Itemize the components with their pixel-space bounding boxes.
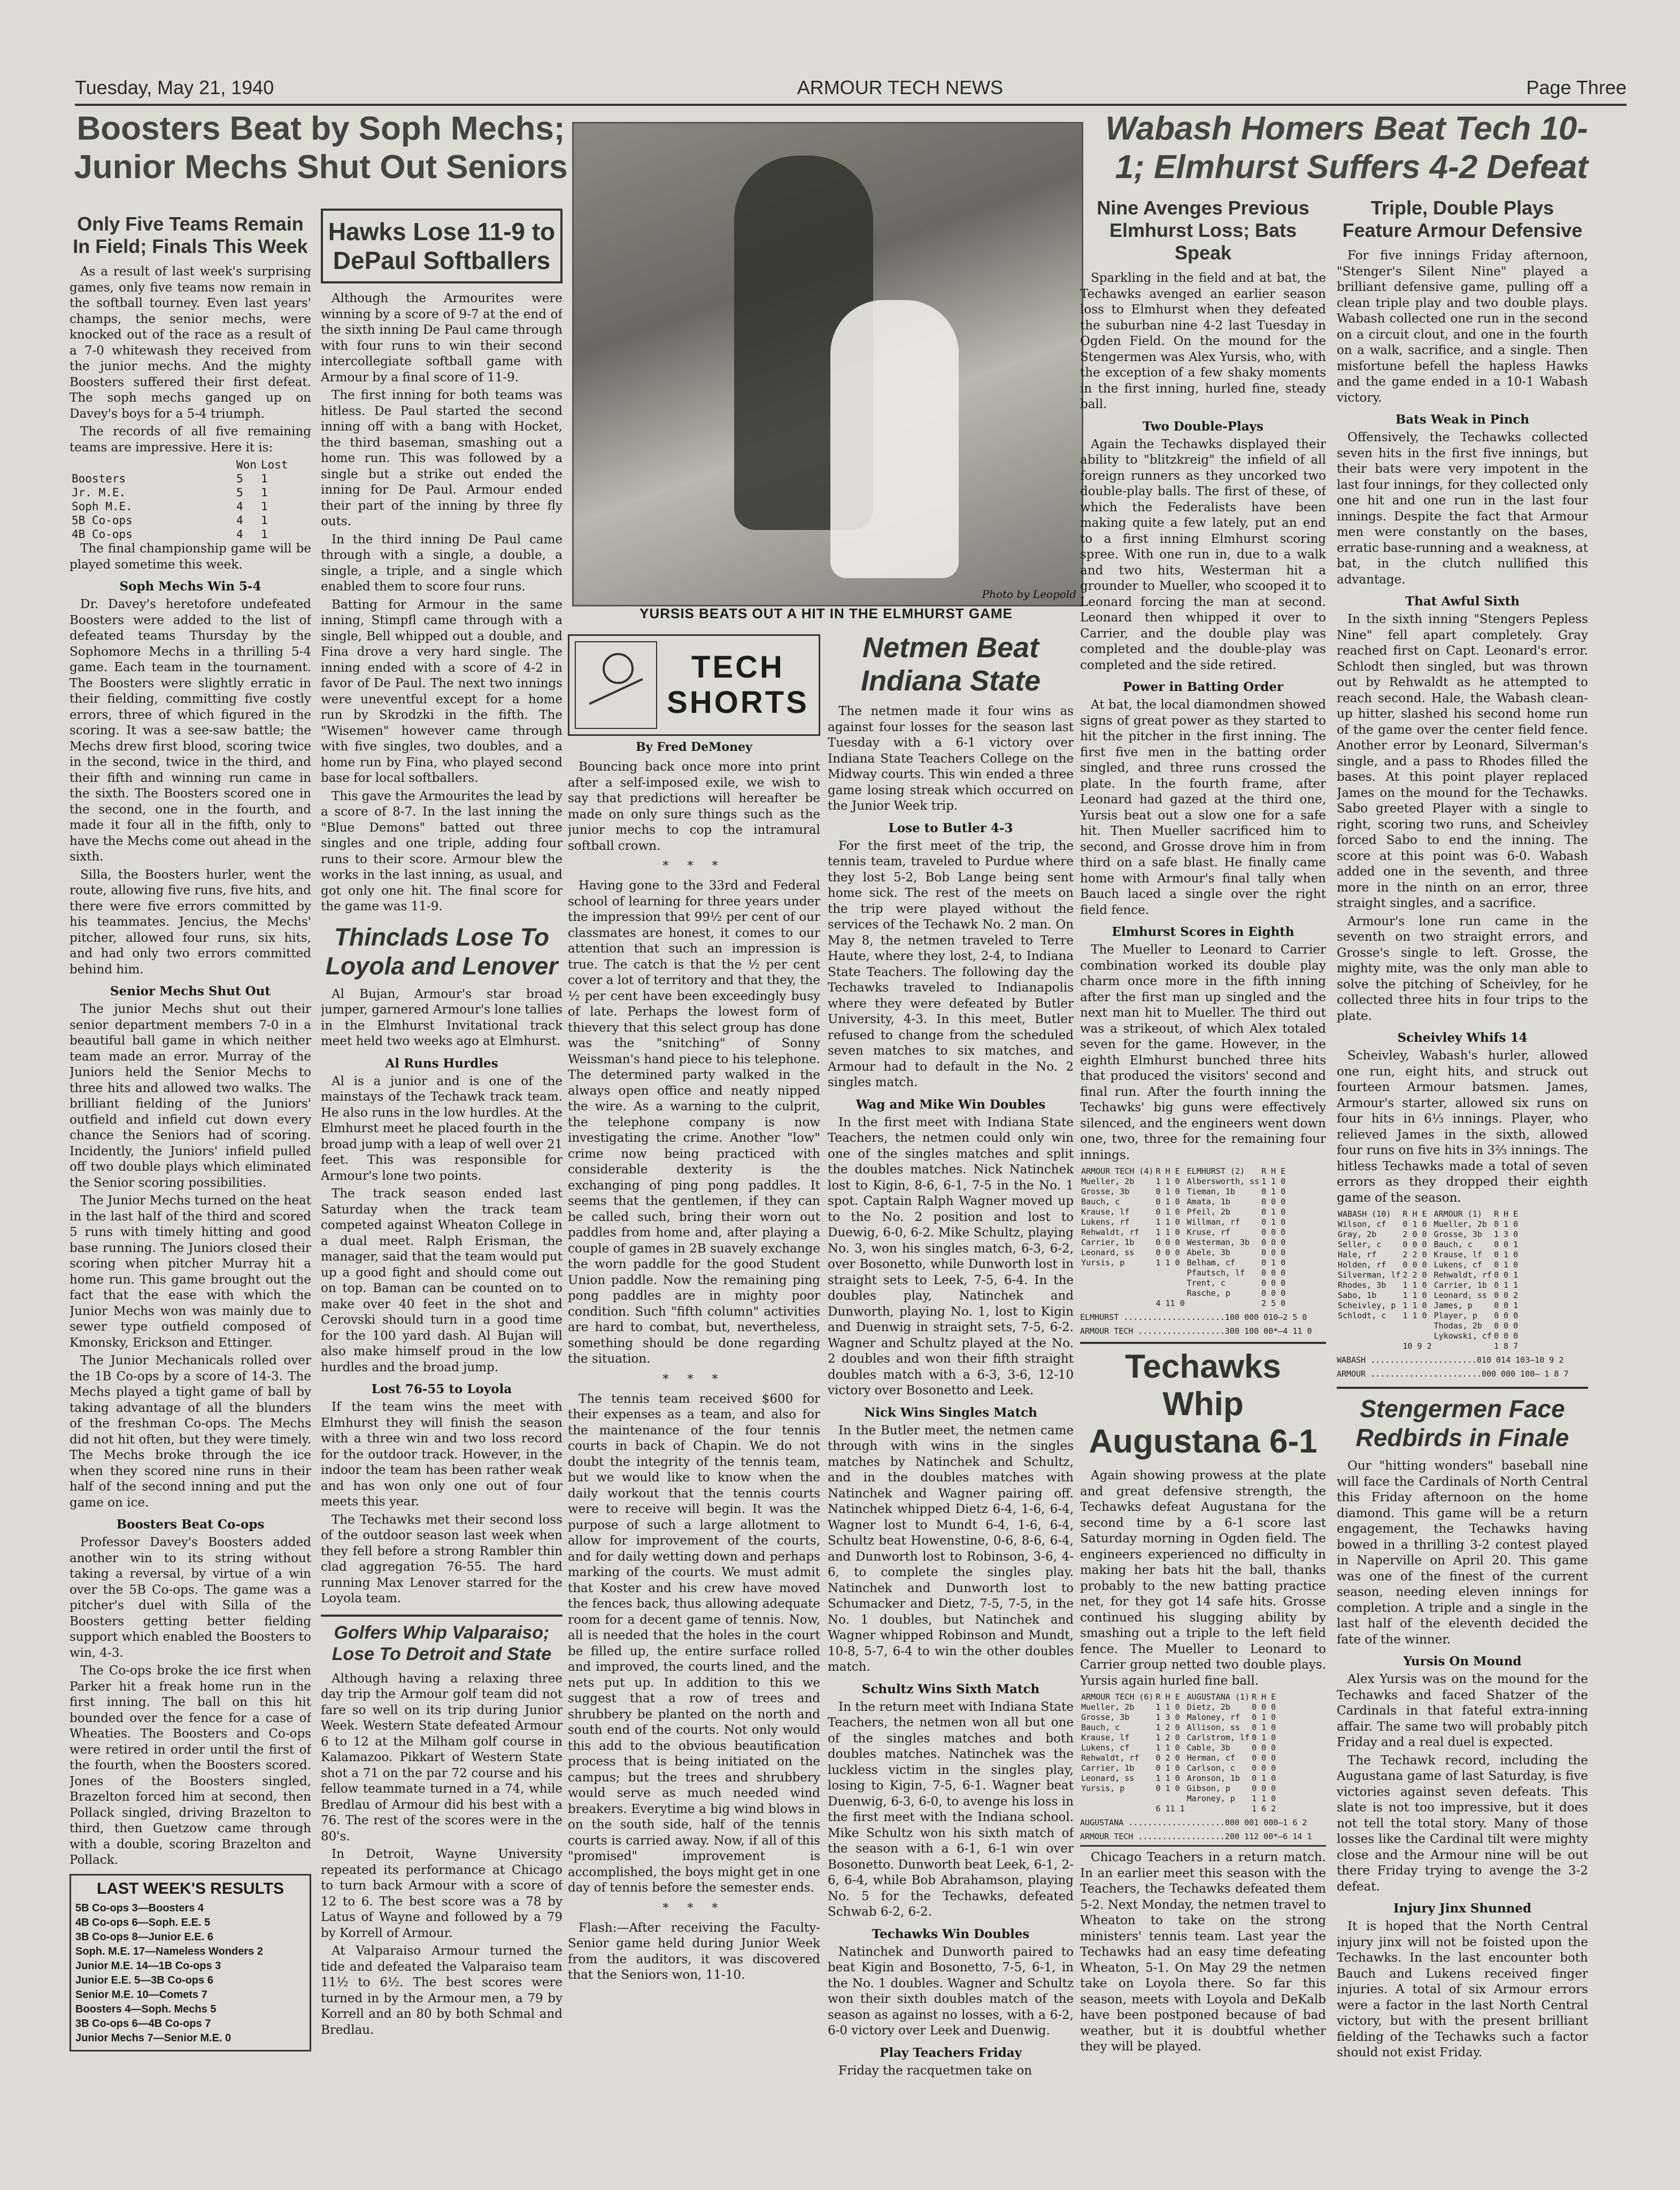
table-row: Mueller, 2b 1 1 0 Albersworth, ss 1 1 0 (1081, 1177, 1286, 1186)
paragraph: Professor Davey's Boosters added another win to its string without taking a reversal, by virtue of a win over the 5B Co-ops. The game was a pitcher's duel with Silla of the Boosters getting better fielding support which enabled the Boosters to win, 4-3. (70, 1535, 311, 1660)
paragraph: The Mueller to Leonard to Carrier combination worked its double play charm once more in the fifth inning after the first man up singled and the next man hit to Mueller. The third out was a strikeout, of which Alex totaled seven for the game. However, in the eighth Elmhurst bunched three hits that produced the visitors' second and final run. After the fourth inning the Techawks' big guns were effectively silenced, and the engineers went down one, two, three for the remaining four innings. (1080, 943, 1326, 1162)
separator: * * * (662, 1901, 726, 1915)
paragraph: The netmen made it four wins as against four losses for the season last Tuesday with a 6-1 victory over Indiana State Teachers College on the Midway courts. This win ended a three game losing streak which occurred on the Junior Week trip. (828, 704, 1074, 813)
table-row: Lykowski, cf 0 0 0 (1434, 1331, 1519, 1341)
box-score-augustana: ARMOUR TECH (6) R H E AUGUSTANA (1) R H E Mueller, 2b 1 1 0 Dietz, 2b 0 0 0 Grosse, 3b 1 3 0 Maloney, rf 0 1 0 Bauch, c 1 2 0 Allison, ss 0 1 0 Krause, lf 1 2 0 Carlstrom, lf 0 1 0 Lukens, cf 1 1 0 Cable, 3b 0 0 0 Rehwaldt, rf 0 2 0 Herman, cf 0 0 0 Carrier, 1b 0 1 0 Carlson, c 0 0 0 Leonard, ss 1 1 0 Aronson, 1b 0 1 0 Yursis, p 0 1 0 Gibson, p 0 0 0 Maroney, p 1 1 0 6 11 1 1 6 2 (1081, 1692, 1276, 1814)
paragraph: Bouncing back once more into print after a self-imposed exile, we wish to say that predictions will hereafter be made on only sure things such as the junior mechs to cop the intramural softball crown. (568, 760, 820, 853)
paragraph: As a result of last week's surprising games, only five teams now remain in the softball tourney. Even last years' champs, the senior mechs, were knocked out of the race as a result of a 7-0 whitewash they received from the junior mechs. And the mighty Boosters suffered their first defeat. The soph mechs ganged up on Davey's boys for a 5-4 triumph. (70, 265, 311, 421)
paragraph: Al is a junior and is one of the mainstays of the Techawk track team. He also runs in the low hurdles. At the Elmhurst meet he placed fourth in the broad jump with a leap of well over 21 feet. This was responsible for Armour's lone two points. (321, 1074, 562, 1183)
photo-player-light (830, 300, 959, 578)
subhead: Play Teachers Friday (880, 2045, 1022, 2060)
table-row: Bauch, c 1 2 0 Allison, ss 0 1 0 (1081, 1723, 1276, 1732)
box-score-elmhurst: ARMOUR TECH (4) R H E ELMHURST (2) R H E Mueller, 2b 1 1 0 Albersworth, ss 1 1 0 Grosse, 3b 0 1 0 Tieman, 1b 0 1 0 Bauch, c 0 1 0 Amata, 1b 0 0 0 Krause, lf 0 1 0 Pfeil, 2b 0 1 0 Lukens, rf 1 1 0 Willman, rf 0 1 0 Rehwaldt, rf 1 1 0 Kruse, rf 0 0 0 Carrier, 1b 0 0 0 Westerman, 3b 0 0 0 Leonard, ss 0 0 0 Abele, 3b 0 0 0 Yursis, p 1 1 0 Belham, cf 0 1 0 Pfautsch, lf 0 0 0 Trent, c 0 0 0 Rasche, p 0 0 0 4 11 0 2 5 0 (1081, 1166, 1286, 1308)
table-row: Rehwaldt, rf 1 1 0 Kruse, rf 0 0 0 (1081, 1227, 1286, 1237)
results-heading: LAST WEEK'S RESULTS (97, 1879, 284, 1897)
paragraph: The first inning for both teams was hitless. De Paul started the second inning off with a bang with Hocket, the third baseman, smashing out a home run. This was followed by a single but a strike out ended the inning for De Paul. Armour ended their part of the inning by three fly outs. (321, 388, 562, 528)
article-headline: Triple, Double Plays Feature Armour Defensive (1342, 197, 1583, 241)
table-row: Boosters 5 1 (72, 472, 268, 485)
subhead: Bats Weak in Pinch (1395, 412, 1530, 427)
col-header: Won (236, 458, 257, 471)
article-headline: Thinclads Lose To Loyola and Lenover (325, 923, 558, 980)
table-row: Silverman, lf 2 2 0 Rehwaldt, rf 0 0 1 (1338, 1270, 1519, 1280)
paragraph: Our "hitting wonders" baseball nine will face the Cardinals of North Central this Friday afternoon on the home diamond. This game will be a return engagement, the Techawks having bowed in a thrilling 3-2 contest played in Naperville on April 20. This game was one of the finest of the current season, needing eleven innings for completion. A triple and a single in the last half of the eleventh decided the fate of the winner. (1337, 1459, 1588, 1647)
result-line: Senior M.E. 10—Comets 7 (75, 1988, 207, 2001)
result-line: Junior E.E. 5—3B Co-ops 6 (75, 1974, 213, 1986)
paragraph: Sparkling in the field and at bat, the Techawks avenged an earlier season loss to Elmhurst when they defeated the suburban nine 4-2 last Tuesday in Ogden Field. On the mound for the Stengermen was Alex Yursis, who, with the exception of a few shaky moments in the first inning, hurled fine, steady ball. (1080, 271, 1326, 411)
subhead: Lose to Butler 4-3 (888, 820, 1013, 835)
paragraph: Batting for Armour in the same inning, Stimpfl came through with a single, Bell whipped out a double, and Fina drove a very hard single. The inning ended with a score of 4-2 in favor of De Paul. The next two innings were uneventful except for a home run by Skrodzki in the fifth. The "Wisemen" however came through with five singles, two doubles, and a home run by Fina, who played second base for local softballers. (321, 597, 562, 785)
paragraph: Chicago Teachers in a return match. In an earlier meet this season with the Teachers, the Techawks defeated them 5-2. Next Monday, the netmen travel to Wheaton to take on the strong ministers' tennis team. Last year the Techawks had an easy time defeating Wheaton, 5-1. On May 29 the netmen take on Loyola there. So far this season, meets with Loyola and DeKalb have been postponed because of bad weather, but it is doubtful whether they will be played. (1080, 1845, 1326, 2055)
article-headline: Netmen Beat Indiana State (860, 632, 1041, 697)
article-headline: Techawks Whip Augustana 6-1 (1080, 1342, 1326, 1461)
paragraph: Natinchek and Dunworth paired to beat Kigin and Bosonetto, 7-5, 6-1, in the No. 1 doubles. Wagner and Schultz won their sixth doubles match of the season as against no losses, with a 6-2, 6-0 victory over Leek and Duenwig. (828, 1945, 1074, 2038)
table-row: 4 11 0 2 5 0 (1155, 1298, 1286, 1308)
column-2 (321, 209, 562, 2158)
separator: * * * (662, 1372, 726, 1386)
table-row: Yursis, p 1 1 0 Belham, cf 0 1 0 (1081, 1258, 1286, 1267)
result-line: 4B Co-ops 6—Soph. E.E. 5 (75, 1916, 211, 1928)
table-row: Krause, lf 0 1 0 Pfeil, 2b 0 1 0 (1081, 1207, 1286, 1217)
paragraph: At bat, the local diamondmen showed signs of great power as they started to hit the pitcher in the first inning. The first five men in the batting order singled, and three runs crossed the plate. In the fourth frame, after Leonard had gazed at the third one, Yursis beat out a slow one for a safe hit. Then Mueller sacrificed him to second, and Grosse drove him in from third on a safe blast. He finally came home with Armour's final tally when Bauch laced a single over the right field fence. (1080, 698, 1326, 917)
paragraph: In Detroit, Wayne University repeated its performance at Chicago to turn back Armour with a score of 12 to 6. The best score was a 78 by Latus of Wayne and followed by a 79 by Korrell of Armour. (321, 1847, 562, 1940)
paragraph: Flash:—After receiving the Faculty-Senior game held during Junior Week from the auditors, it was discovered that the Seniors won, 11-10. (568, 1920, 820, 1982)
line-score: ARMOUR TECH ..................200 112 00*—6 14 1 (1080, 1832, 1312, 1841)
paragraph: In the return meet with Indiana State Teachers, the netmen won all but one of the singles matches and both doubles matches. Natinchek was the luckless victim in the singles play, losing to Kigin, 7-5, 6-1. Wagner beat Duenwig, 6-3, 6-0, to avenge his loss in the first meet with the Indiana school. Mike Schultz won his sixth match of the season with a 6-1, 6-1 win over Bosonetto. Dunworth beat Leek, 6-1, 2-6, 6-4, while Bob Abrahamson, playing No. 5 for the Techawks, defeated Schwab 6-2, 6-2. (828, 1700, 1074, 1919)
subhead: Two Double-Plays (1143, 419, 1263, 434)
subhead: Elmhurst Scores in Eighth (1112, 925, 1294, 939)
table-row: 4B Co-ops 4 1 (72, 528, 268, 541)
subhead: Power in Batting Order (1122, 680, 1284, 694)
photo-credit: Photo by Leopold (982, 588, 1076, 601)
table-row: Leonard, ss 1 1 0 Aronson, 1b 0 1 0 (1081, 1773, 1276, 1783)
line-score: AUGUSTANA ....................000 001 000—1 6 2 (1080, 1818, 1307, 1827)
paragraph: Silla, the Boosters hurler, went the route, allowing five runs, five hits, and there were five errors committed by his teammates. Jencius, the Mechs' pitcher, allowed four runs, six hits, and had only two errors committed behind him. (70, 867, 311, 977)
subhead: Senior Mechs Shut Out (110, 984, 271, 998)
table-row: Krause, lf 1 2 0 Carlstrom, lf 0 1 0 (1081, 1733, 1276, 1742)
subhead: Nick Wins Singles Match (864, 1405, 1037, 1420)
table-row: Maroney, p 1 1 0 (1186, 1794, 1276, 1803)
table-row: Soph M.E. 4 1 (72, 500, 268, 513)
subhead: Lost 76-55 to Loyola (371, 1382, 512, 1396)
table-row: Schlodt, c 1 1 0 Player, p 0 0 0 (1338, 1311, 1519, 1320)
table-row: Rhodes, 3b 1 1 0 Carrier, 1b 0 1 1 (1338, 1280, 1519, 1290)
table-row: Lukens, cf 1 1 0 Cable, 3b 0 0 0 (1081, 1743, 1276, 1753)
paragraph: The track season ended last Saturday when the track team competed against Wheaton College in a dual meet. Ralph Erisman, the manager, said that the team would put up a good fight and should come out on top. Baman can be counted on to make over 40 feet in the shot and Cerovski should turn in a good time for the 100 yard dash. Al Bujan will also make himself proud in the low hurdles and the broad jump. (321, 1187, 562, 1374)
separator: * * * (662, 859, 726, 873)
table-row: Gray, 2b 2 0 0 Grosse, 3b 1 3 0 (1338, 1230, 1519, 1239)
paragraph: Although having a relaxing three day trip the Armour golf team did not fare so well on its trip during Junior Week. Western State defeated Armour 6 to 12 at the Milham golf course in Kalamazoo. Pikkart of Western State shot a 71 on the par 72 course and his fellow teammate turned in a 74, while Bredlau of Armour did his best with a 76. The rest of the scores were in the 80's. (321, 1671, 562, 1843)
table-row: Rehwaldt, rf 0 2 0 Herman, cf 0 0 0 (1081, 1753, 1276, 1763)
subhead: Schultz Wins Sixth Match (861, 1681, 1040, 1696)
column-5 (1080, 193, 1326, 2158)
masthead (75, 72, 1627, 106)
column-title: TECH SHORTS (667, 650, 809, 720)
table-row: Sabo, 1b 1 1 0 Leonard, ss 0 0 2 (1338, 1290, 1519, 1300)
page-number: Page Three (1526, 76, 1627, 98)
subhead: Boosters Beat Co-ops (116, 1517, 265, 1532)
paragraph: Again the Techawks displayed their ability to "blitzkreig" the infield of all foreign runners as they uncorked two double-play balls. The first of these, of which the Federalists have been making quite a few lately, put an end to a first inning Elmhurst scoring spree. With one run in, due to a walk and two hits, Westerman hit a grounder to Mueller, who scooped it to Leonard forcing the man at second. Leonard then whipped it over to Carrier, and the double play was completed and the double-play was completed and the side retired. (1080, 437, 1326, 672)
table-row: Lukens, rf 1 1 0 Willman, rf 0 1 0 (1081, 1217, 1286, 1227)
line-score: WABASH ......................010 014 103—10 9 2 (1337, 1355, 1564, 1365)
paragraph: The tennis team received $600 for their expenses as a team, and also for the maintenance of the four tennis courts in back of Chapin. We do not doubt the integrity of the tennis team, but we would like to know when the daily workout that the tennis courts were to receive will begin. It was the purpose of such a large allotment to allow for improvement of the courts, and for daily wetting down and perhaps marking of the courts. We must admit that Koster and his crew have moved the fences back, thus allowing adequate room for a decent game of tennis. Now, all is needed that the holes in the court be filled up, the entire surface rolled and improved, the courts lined, and the nets put up. In addition to this we suggest that a row of trees and shrubbery be planted on the north and south end of the courts. Not only would this add to the obvious beautification process that is being initiated on the campus; but the trees and shrubbery would serve as much needed wind breakers. Everytime a big wind blows in on the south side, half of the tennis courts is carried away. Now, if all of this "promised" improvement is accomplished, the boys might get in one day of tennis before the semester ends. (568, 1392, 820, 1895)
paragraph: The junior Mechs shut out their senior department members 7-0 in a beautiful ball game in which neither team made an error. Murray of the Juniors held the Senior Mechs to three hits and allowed two walks. The brilliant fielding of the Juniors' outfield and infield cut down every chance the Seniors had of scoring. Incidently, the Juniors' infield pulled off two double plays which eliminated the Senior scoring possibilities. (70, 1002, 311, 1190)
subhead: Wag and Mike Win Doubles (856, 1097, 1046, 1112)
article-headline: Only Five Teams Remain In Field; Finals This Week (73, 213, 308, 257)
table-row: Bauch, c 0 1 0 Amata, 1b 0 0 0 (1081, 1197, 1286, 1207)
paragraph: Dr. Davey's heretofore undefeated Boosters were added to the list of defeated teams Thursday by the Sophomore Mechs in a thrilling 5-4 game. Each team in the tournament. The Boosters were slightly erratic in their fielding, committing five costly errors, three of which figured in the scoring. It was a see-saw battle; the Mechs drew first blood, scoring twice in the second, twice in the third, and their fifth and winning run came in the sixth. The Boosters scored one in the second, one in the fourth, and made it four all in the fifth, only to have the Mechs come out ahead in the sixth. (70, 597, 311, 864)
table-row: Thodas, 2b 0 0 0 (1434, 1321, 1519, 1331)
banner-headline-left: Boosters Beat by Soph Mechs; Junior Mechs Shut Out Seniors (74, 110, 568, 186)
paragraph: Although the Armourites were winning by a score of 9-7 at the end of the sixth inning De Paul came through with four runs to win their second intercollegiate softball game with Armour by a final score of 11-9. (321, 291, 562, 385)
table-row: Rasche, p 0 0 0 (1186, 1288, 1286, 1298)
subhead: Techawks Win Doubles (872, 1926, 1030, 1941)
paragraph: It is hoped that the North Central injury jinx will not be foisted upon the Techawks. In the last encounter both Bauch and Lukens received finger injuries. A total of six Armour errors were a factor in the last North Central victory, but with the present brilliant fielding of the Techawks such a factor should not exist Friday. (1337, 1919, 1588, 2060)
banner-headline-right: Wabash Homers Beat Tech 10-1; Elmhurst Suffers 4-2 Defeat (1105, 110, 1588, 186)
table-row: Jr. M.E. 5 1 (72, 486, 268, 499)
box-score-wabash: WABASH (10) R H E ARMOUR (1) R H E Wilson, cf 0 1 0 Mueller, 2b 0 1 0 Gray, 2b 2 0 0 Grosse, 3b 1 3 0 Seller, c 0 0 0 Bauch, c 0 0 1 Hale, rf 2 2 0 Krause, lf 0 1 0 Holden, rf 0 0 0 Lukens, cf 0 1 0 Silverman, lf 2 2 0 Rehwaldt, rf 0 0 1 Rhodes, 3b 1 1 0 Carrier, 1b 0 1 1 Sabo, 1b 1 1 0 Leonard, ss 0 0 2 Scheivley, p 1 1 0 James, p 0 0 1 Schlodt, c 1 1 0 Player, p 0 0 0 Thodas, 2b 0 0 0 Lykowski, cf 0 0 0 10 9 2 1 8 7 (1338, 1209, 1519, 1351)
column-4 (828, 631, 1074, 2158)
paragraph: Again showing prowess at the plate and great defensive strength, the Techawks defeat Augustana for the second time by a 6-1 score last Saturday morning in Ogden field. The engineers experienced no difficulty in making her bats hit the ball, thanks probably to the new batting practice net, for they got 14 safe hits. Grosse continued his slugging ability by smashing out a triple to the left field fence. The Mueller to Leonard to Carrier group netted two double plays. Yursis again hurled fine ball. (1080, 1469, 1326, 1688)
table-row: Hale, rf 2 2 0 Krause, lf 0 1 0 (1338, 1250, 1519, 1259)
photo-caption: YURSIS BEATS OUT A HIT IN THE ELMHURST GAME (639, 605, 1013, 621)
subhead: Al Runs Hurdles (385, 1056, 498, 1071)
table-row: Seller, c 0 0 0 Bauch, c 0 0 1 (1338, 1240, 1519, 1249)
subhead: Yursis On Mound (1403, 1654, 1522, 1669)
paragraph: The records of all five remaining teams are impressive. Here it is: (70, 425, 311, 455)
result-line: Junior M.E. 14—1B Co-ops 3 (75, 1960, 221, 1972)
article-headline: Golfers Whip Valparaiso; Lose To Detroit and State (321, 1615, 562, 1665)
paragraph: The Junior Mechs turned on the heat in the last half of the third and scored 5 runs with timely hitting and good base running. The Juniors closed their scoring when pitcher Murray hit a home run. This game brought out the fact that the ease with which the Junior Mechs won was mainly due to sewer type outfield composed of Kmonsky, Erickson and Ettinger. (70, 1194, 311, 1350)
table-row: Leonard, ss 0 0 0 Abele, 3b 0 0 0 (1081, 1248, 1286, 1257)
paragraph: The Techawks met their second loss of the outdoor season last week when they fell before a strong Rambler thin clad aggregation 76-55. The hard running Max Lenover starred for the Loyola team. (321, 1512, 562, 1605)
paragraph: For the first meet of the trip, the tennis team, traveled to Purdue where they lost 5-2, Bob Lange being sent home sick. The rest of the meets on the trip were played without the services of the Techawk No. 2 man. On May 8, the netmen traveled to Terre Haute, where they lost, 2-4, to Indiana State Teachers. The following day the Techawks traveled to Indianapolis where they were defeated by Butler University, 4-3. In this meet, Butler refused to change from the scheduled seven matches to six matches, and Armour had to default in the No. 2 singles match. (828, 839, 1074, 1089)
article-headline: Hawks Lose 11-9 to DePaul Softballers (321, 209, 562, 283)
result-line: 3B Co-ops 6—4B Co-ops 7 (75, 2017, 211, 2030)
result-line: 5B Co-ops 3—Boosters 4 (75, 1902, 204, 1914)
paragraph: For five innings Friday afternoon, "Stenger's Silent Nine" played a brilliant defensive game, pulling off a clean triple play and two double plays. Wabash collected one run in the second on a circuit clout, and one in the fourth on a walk, sacrifice, and a single. Then misfortune befell the hapless Hawks and the game ended in a 10-1 Wabash victory. (1337, 249, 1588, 405)
subhead: That Awful Sixth (1405, 594, 1520, 609)
mascot-icon (575, 641, 657, 729)
table-row: Holden, rf 0 0 0 Lukens, cf 0 1 0 (1338, 1260, 1519, 1270)
paragraph: In the sixth inning "Stengers Pepless Nine" fell apart completely. Gray reached first on Capt. Leonard's error. Schlodt then singled, but was thrown out by Rehwaldt as he attempted to reach second. Hale, the Wabash clean-up hitter, slashed his second home run of the game over the center field fence. Another error by Leonard, Silverman's single, and a pass to Rhodes filled the bases. At this point player replaced James on the mound for the Techawks. Sabo greeted Player with a single to right, scoring two runs, and Scheivley forced Sabo to end the inning. The score at this point was 6-0. Wabash added one in the seventh, and three more in the ninth on an error, three straight singles, and a sacrifice. (1337, 612, 1588, 910)
table-row: Grosse, 3b 0 1 0 Tieman, 1b 0 1 0 (1081, 1187, 1286, 1196)
result-line: Junior Mechs 7—Senior M.E. 0 (75, 2032, 232, 2044)
table-row: Trent, c 0 0 0 (1186, 1278, 1286, 1288)
col-header: Lost (260, 458, 288, 471)
table-row: Wilson, cf 0 1 0 Mueller, 2b 0 1 0 (1338, 1219, 1519, 1229)
paragraph: Friday the racquetmen take on (838, 2063, 1032, 2078)
table-row: Grosse, 3b 1 3 0 Maloney, rf 0 1 0 (1081, 1712, 1276, 1722)
tech-shorts-header (568, 634, 820, 736)
paragraph: Having gone to the 33rd and Federal school of learning for three years under the impression that 99½ per cent of our classmates are honest, it comes to our attention that such an impression is true. The catch is that the ½ per cent cover a lot of territory and that they, the ½ per cent have been exceedingly busy of late. Perhaps the lowest form of thievery that this select group has done was the "snitching" of Sonny Weissman's hand piece to his telephone. The determined party walked in the always open office and neatly nipped the wire. As a warning to the culprit, the telephone company is now investigating the crime. Another "low" crime now being practiced with considerable dexterity is the exchanging of ping pong paddles. It seems that the gentlemen, if they can be called such, bring their worn out paddles from home and, after playing a couple of games in 2B suavely exchange the worn paddle for the good Student Union paddle. Now the remaining ping pong paddles are in mighty poor condition. Such "fifth column" activities are hard to combat, but, nevertheless, something should be done regarding the situation. (568, 879, 820, 1366)
paragraph: Scheivley, Wabash's hurler, allowed one run, eight hits, and struck out fourteen Armour batsmen. James, Armour's starter, allowed six runs on four hits in 6⅓ innings. Player, who relieved James in the sixth, allowed four runs on five hits in 3⅔ innings. The hitless Techawks made a total of seven errors as they dropped their eighth game of the season. (1337, 1049, 1588, 1205)
paragraph: Alex Yursis was on the mound for the Techawks and faced Shatzer of the Cardinals in that fateful extra-inning affair. The same two will probably pitch Friday and a real duel is expected. (1337, 1672, 1588, 1749)
table-row: Mueller, 2b 1 1 0 Dietz, 2b 0 0 0 (1081, 1702, 1276, 1712)
table-row: 10 9 2 1 8 7 (1402, 1341, 1519, 1351)
paragraph: Al Bujan, Armour's star broad jumper, garnered Armour's lone tallies in the Elmhurst Invitational track meet held two weeks ago at Elmhurst. (321, 987, 562, 1048)
column-6 (1337, 193, 1588, 2158)
issue-date: Tuesday, May 21, 1940 (75, 76, 274, 98)
result-line: Soph. M.E. 17—Nameless Wonders 2 (75, 1945, 263, 1957)
paragraph: Offensively, the Techawks collected seven hits in the first five innings, but their bats were very impotent in the last four innings, for they collected only one hit and one run in the last four innings. Despite the fact that Armour men were constantly on the bases, erratic base-running and a weakness, at bat, in the clutch nullified this advantage. (1337, 431, 1588, 587)
standings-table (70, 458, 290, 541)
paragraph: In the first meet with Indiana State Teachers, the netmen could only win one of the singles matches and split the doubles matches. Nick Natinchek lost to Kigin, 8-6, 6-1, 7-5 in the No. 1 spot. Captain Ralph Wagner moved up to the No. 2 position and lost to Duewig, 6-0, 6-2. Mike Schultz, playing No. 3, won his singles match, 6-3, 6-2, over Bosonetto, while Dunworth lost in straight sets to Leek, 7-5, 6-4. In the doubles play, Natinchek and Dunworth, playing No. 1, lost to Kigin and Duenwig in straight sets, 7-5, 6-2. Wagner and Schultz played at the No. 2 doubles and won their fifth straight doubles match with a 6-3, 3-6, 12-10 victory over Bosonetto and Leek. (828, 1115, 1074, 1397)
column-3 (568, 631, 820, 2158)
subhead: Soph Mechs Win 5-4 (119, 579, 261, 594)
last-weeks-results-box (70, 1874, 311, 2051)
result-line: 3B Co-ops 8—Junior E.E. 6 (75, 1931, 213, 1943)
subhead: Scheivley Whifs 14 (1397, 1031, 1528, 1045)
table-row: Yursis, p 0 1 0 Gibson, p 0 0 0 (1081, 1784, 1276, 1793)
paragraph: The Junior Mechanicals rolled over the 1B Co-ops by a score of 14-3. The Mechs played a tight game of ball by taking advantage of all the blunders of the freshman Co-ops. The Mechs did not hit often, but they were timely. The Mechs broke through the ice when they scored nine runs in their half of the second inning and put the game on ice. (70, 1354, 311, 1510)
paragraph: The Co-ops broke the ice first when Parker hit a freak home run in the first inning. The ball on this hit bounded over the fence for a case of Wheaties. The Boosters and Co-ops were retired in order until the first of the fourth, when the Boosters scored. Jones of the Boosters singled, Brazelton forced him at second, then Pollack singled, driving Brazelton to third, then Guetzow came through with a double, scoring Brazelton and Pollack. (70, 1664, 311, 1867)
table-row: Pfautsch, lf 0 0 0 (1186, 1268, 1286, 1278)
paragraph: This gave the Armourites the lead by a score of 8-7. In the last inning the "Blue Demons" batted out three singles and one triple, adding four runs to their score. Armour blew the works in the last inning, as usual, and got only one hit. The final score for the game was 11-9. (321, 789, 562, 913)
paragraph: Armour's lone run came in the seventh on two straight errors, and Grosse's single to left. Grosse, the mighty mite, was the only man able to solve the pitching of Scheivley, for he collected three hits in four trips to the plate. (1337, 914, 1588, 1023)
table-row: 6 11 1 1 6 2 (1155, 1804, 1276, 1814)
line-score: ARMOUR .......................000 000 100— 1 8 7 (1337, 1369, 1569, 1379)
table-row: Carrier, 1b 0 1 0 Carlson, c 0 0 0 (1081, 1763, 1276, 1773)
table-row: Carrier, 1b 0 0 0 Westerman, 3b 0 0 0 (1081, 1238, 1286, 1247)
table-row: 5B Co-ops 4 1 (72, 514, 268, 527)
byline: By Fred DeMoney (636, 740, 752, 754)
article-headline: Nine Avenges Previous Elmhurst Loss; Bats Speak (1097, 197, 1309, 264)
paper-name: ARMOUR TECH NEWS (797, 76, 1004, 98)
paragraph: The Techawk record, including the Augustana game of last Saturday, is five victories against seven defeats. This slate is not too impressive, but it does not tell the total story. Many of those losses like the Cardinal tilt were mighty close and the Armour nine will be out there Friday trying to avenge the 3-2 defeat. (1337, 1753, 1588, 1894)
paragraph: If the team wins the meet with Elmhurst they will finish the season with a three win and two loss record for the outdoor track. However, in the indoor the team has been rather weak and has won only one out of four meets this year. (321, 1400, 562, 1509)
table-row: Scheivley, p 1 1 0 James, p 0 0 1 (1338, 1301, 1519, 1310)
paragraph: At Valparaiso Armour turned the tide and defeated the Valparaiso team 11½ to 6½. The best scores were turned in by the Armour men, a 79 by Korrell and an 80 by both Schmal and Bredlau. (321, 1944, 562, 2037)
subhead: Injury Jinx Shunned (1393, 1901, 1532, 1916)
paragraph: In the Butler meet, the netmen came through with wins in the singles matches by Natinchek and Schultz, and in the doubles matches with Natinchek and Wagner pairing off. Natinchek whipped Dietz 6-4, 1-6, 6-4, Wagner lost to Mundt 6-4, 1-6, 6-4, Schultz beat Howenstine, 0-6, 8-6, 6-4, and Dunworth lost to Robinson, 3-6, 4-6, to complete the singles play. Natinchek and Dunworth lost to Schumacker and Dietz, 7-5, 7-5, in the No. 1 doubles, but Natinchek and Wagner whipped Robinson and Mundt, 10-8, 5-7, 6-4 to win the other doubles match. (828, 1423, 1074, 1674)
paragraph: The final championship game will be played sometime this week. (70, 542, 311, 572)
line-score: ARMOUR TECH ..................300 100 00*—4 11 0 (1080, 1326, 1312, 1336)
line-score: ELMHURST .....................100 000 010—2 5 0 (1080, 1312, 1307, 1322)
result-line: Boosters 4—Soph. Mechs 5 (75, 2003, 217, 2015)
article-headline: Stengermen Face Redbirds in Finale (1337, 1387, 1588, 1452)
column-1 (70, 209, 311, 2158)
baseball-photo (572, 122, 1083, 606)
paragraph: In the third inning De Paul came through with a single, a double, a single, a triple, and a single which enabled them to score four runs. (321, 532, 562, 594)
